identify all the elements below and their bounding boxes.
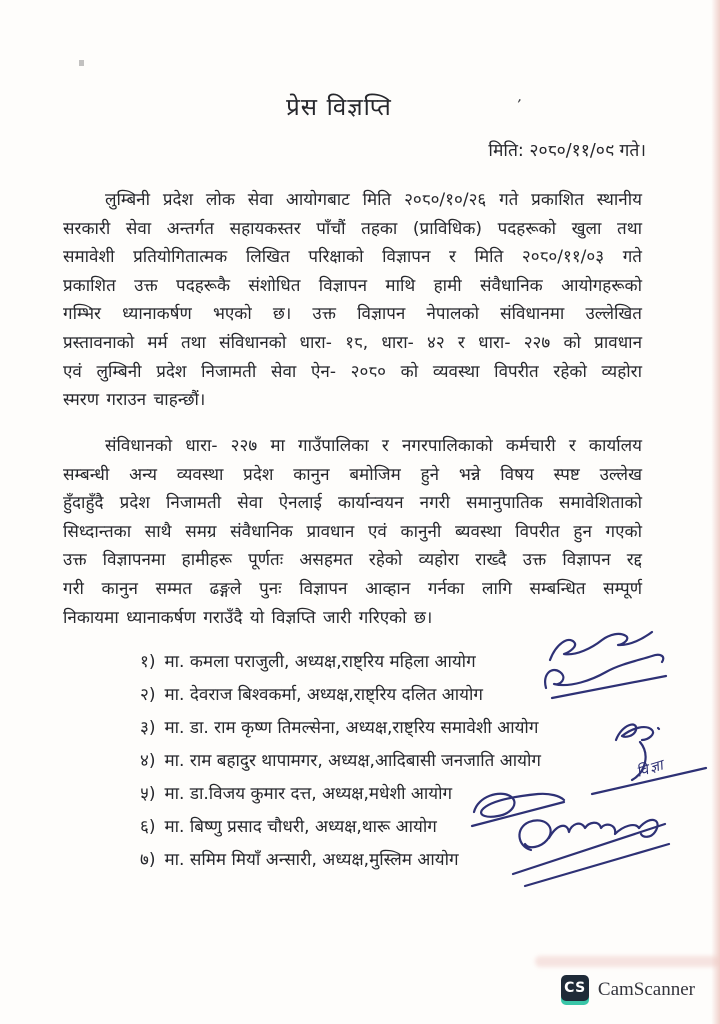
signatory-row xyxy=(140,646,610,679)
paragraph-line: एवं लुम्बिनी प्रदेश निजामती सेवा ऐन- २०८० को व्यवस्था विपरीत रहेको व्यहोरा xyxy=(63,361,642,382)
document-title: प्रेस विज्ञप्ति xyxy=(286,93,392,121)
document-date: मिति: २०८०/११/०९ गते। xyxy=(488,141,646,161)
handwritten-note: विज्ञा xyxy=(634,757,667,781)
paragraph-line: प्रस्तावनाको मर्म तथा संविधानको धारा- १८, धारा- ४२ र धारा- २२७ को प्रावधान xyxy=(63,332,642,353)
paragraph-line: निकायमा ध्यानाकर्षण गराउँदै यो विज्ञप्ति जारी गरिएको छ। xyxy=(63,607,433,628)
camscanner-brand-name: CamScanner xyxy=(597,979,695,1000)
scan-edge-shadow xyxy=(709,0,720,1024)
signatory-number: ४) xyxy=(140,751,156,771)
signatory-text: मा. देवराज बिश्वकर्मा, अध्यक्ष,राष्ट्रिय दलित आयोग xyxy=(164,685,483,705)
paragraph-line: सम्बन्धी अन्य व्यवस्था प्रदेश कानुन बमोजिम हुने भन्ने विषय स्पष्ट उल्लेख xyxy=(63,464,642,485)
camscanner-watermark xyxy=(561,975,695,1005)
paragraph-2 xyxy=(63,432,642,632)
paragraph-line: गरी कानुन सम्मत ढङ्गले पुनः विज्ञापन आव्हान गर्नका लागि सम्बन्धित सम्पूर्ण xyxy=(63,578,642,599)
camscanner-icon xyxy=(561,975,589,1005)
paragraph-line: लुम्बिनी प्रदेश लोक सेवा आयोगबाट मिति २०८०/१०/२६ गते प्रकाशित स्थानीय xyxy=(105,190,642,210)
signatory-row xyxy=(140,745,610,778)
signatory-row xyxy=(140,778,610,811)
signatory-row xyxy=(140,712,610,745)
scan-speck xyxy=(79,60,84,66)
signatory-text: मा. राम बहादुर थापामगर, अध्यक्ष,आदिबासी जनजाति आयोग xyxy=(164,751,541,771)
paragraph-line: समावेशी प्रतियोगितात्मक लिखित परिक्षाको विज्ञापन र मिति २०८०/११/०३ गते xyxy=(63,247,642,268)
signatory-list xyxy=(140,646,610,877)
signatory-text: मा. डा. राम कृष्ण तिमल्सेना, अध्यक्ष,राष्ट्रिय समावेशी आयोग xyxy=(164,718,539,738)
signatory-number: १) xyxy=(140,652,156,672)
paragraph-line: हुँदाहुँदै प्रदेश निजामती सेवा ऐनलाई कार्यान्वयन नगरी समानुपातिक समावेशिताको xyxy=(63,493,642,514)
paragraph-line: सिध्दान्तका साथै समग्र संवैधानिक प्रावधान एवं कानुनी ब्यवस्था विपरीत हुन गएको xyxy=(63,521,642,542)
paragraph-line: गम्भिर ध्यानाकर्षण भएको छ। उक्त विज्ञापन नेपालको संविधानमा उल्लेखित xyxy=(63,304,642,325)
signatory-text: मा. बिष्णु प्रसाद चौधरी, अध्यक्ष,थारू आयोग xyxy=(164,817,437,837)
signatory-row xyxy=(140,844,610,877)
signatory-text: मा. समिम मियाँ अन्सारी, अध्यक्ष,मुस्लिम आयोग xyxy=(164,850,459,870)
paragraph-line: प्रकाशित उक्त पदहरूकै संशोधित विज्ञापन माथि हामी संवैधानिक आयोगहरूको xyxy=(63,275,642,296)
signatory-number: ५) xyxy=(140,784,156,804)
signatory-row xyxy=(140,811,610,844)
scan-pink-smudge xyxy=(535,956,720,967)
signatory-text: मा. कमला पराजुली, अध्यक्ष,राष्ट्रिय महिला आयोग xyxy=(164,652,476,672)
signatory-number: ६) xyxy=(140,817,156,837)
paragraph-line: संविधानको धारा- २२७ मा गाउँपालिका र नगरपालिकाको कर्मचारी र कार्यालय xyxy=(105,436,642,456)
ink-mark: ’ xyxy=(514,95,523,115)
paragraph-1 xyxy=(63,186,642,415)
signatory-number: ७) xyxy=(140,850,156,870)
paragraph-line: स्मरण गराउन चाहन्छौं। xyxy=(63,390,206,411)
signatory-number: ३) xyxy=(140,718,156,738)
paragraph-line: सरकारी सेवा अन्तर्गत सहायकस्तर पाँचौं तहका (प्राविधिक) पदहरूको खुला तथा xyxy=(63,218,642,239)
paragraph-line: उक्त विज्ञापनमा हामीहरू पूर्णतः असहमत रहेको व्यहोरा राख्दै उक्त विज्ञापन रद्द xyxy=(63,550,642,571)
signatory-number: २) xyxy=(140,685,156,705)
signatory-row xyxy=(140,679,610,712)
camscanner-badge-text: CS xyxy=(561,975,589,1001)
signatory-text: मा. डा.विजय कुमार दत्त, अध्यक्ष,मधेशी आयोग xyxy=(164,784,453,804)
